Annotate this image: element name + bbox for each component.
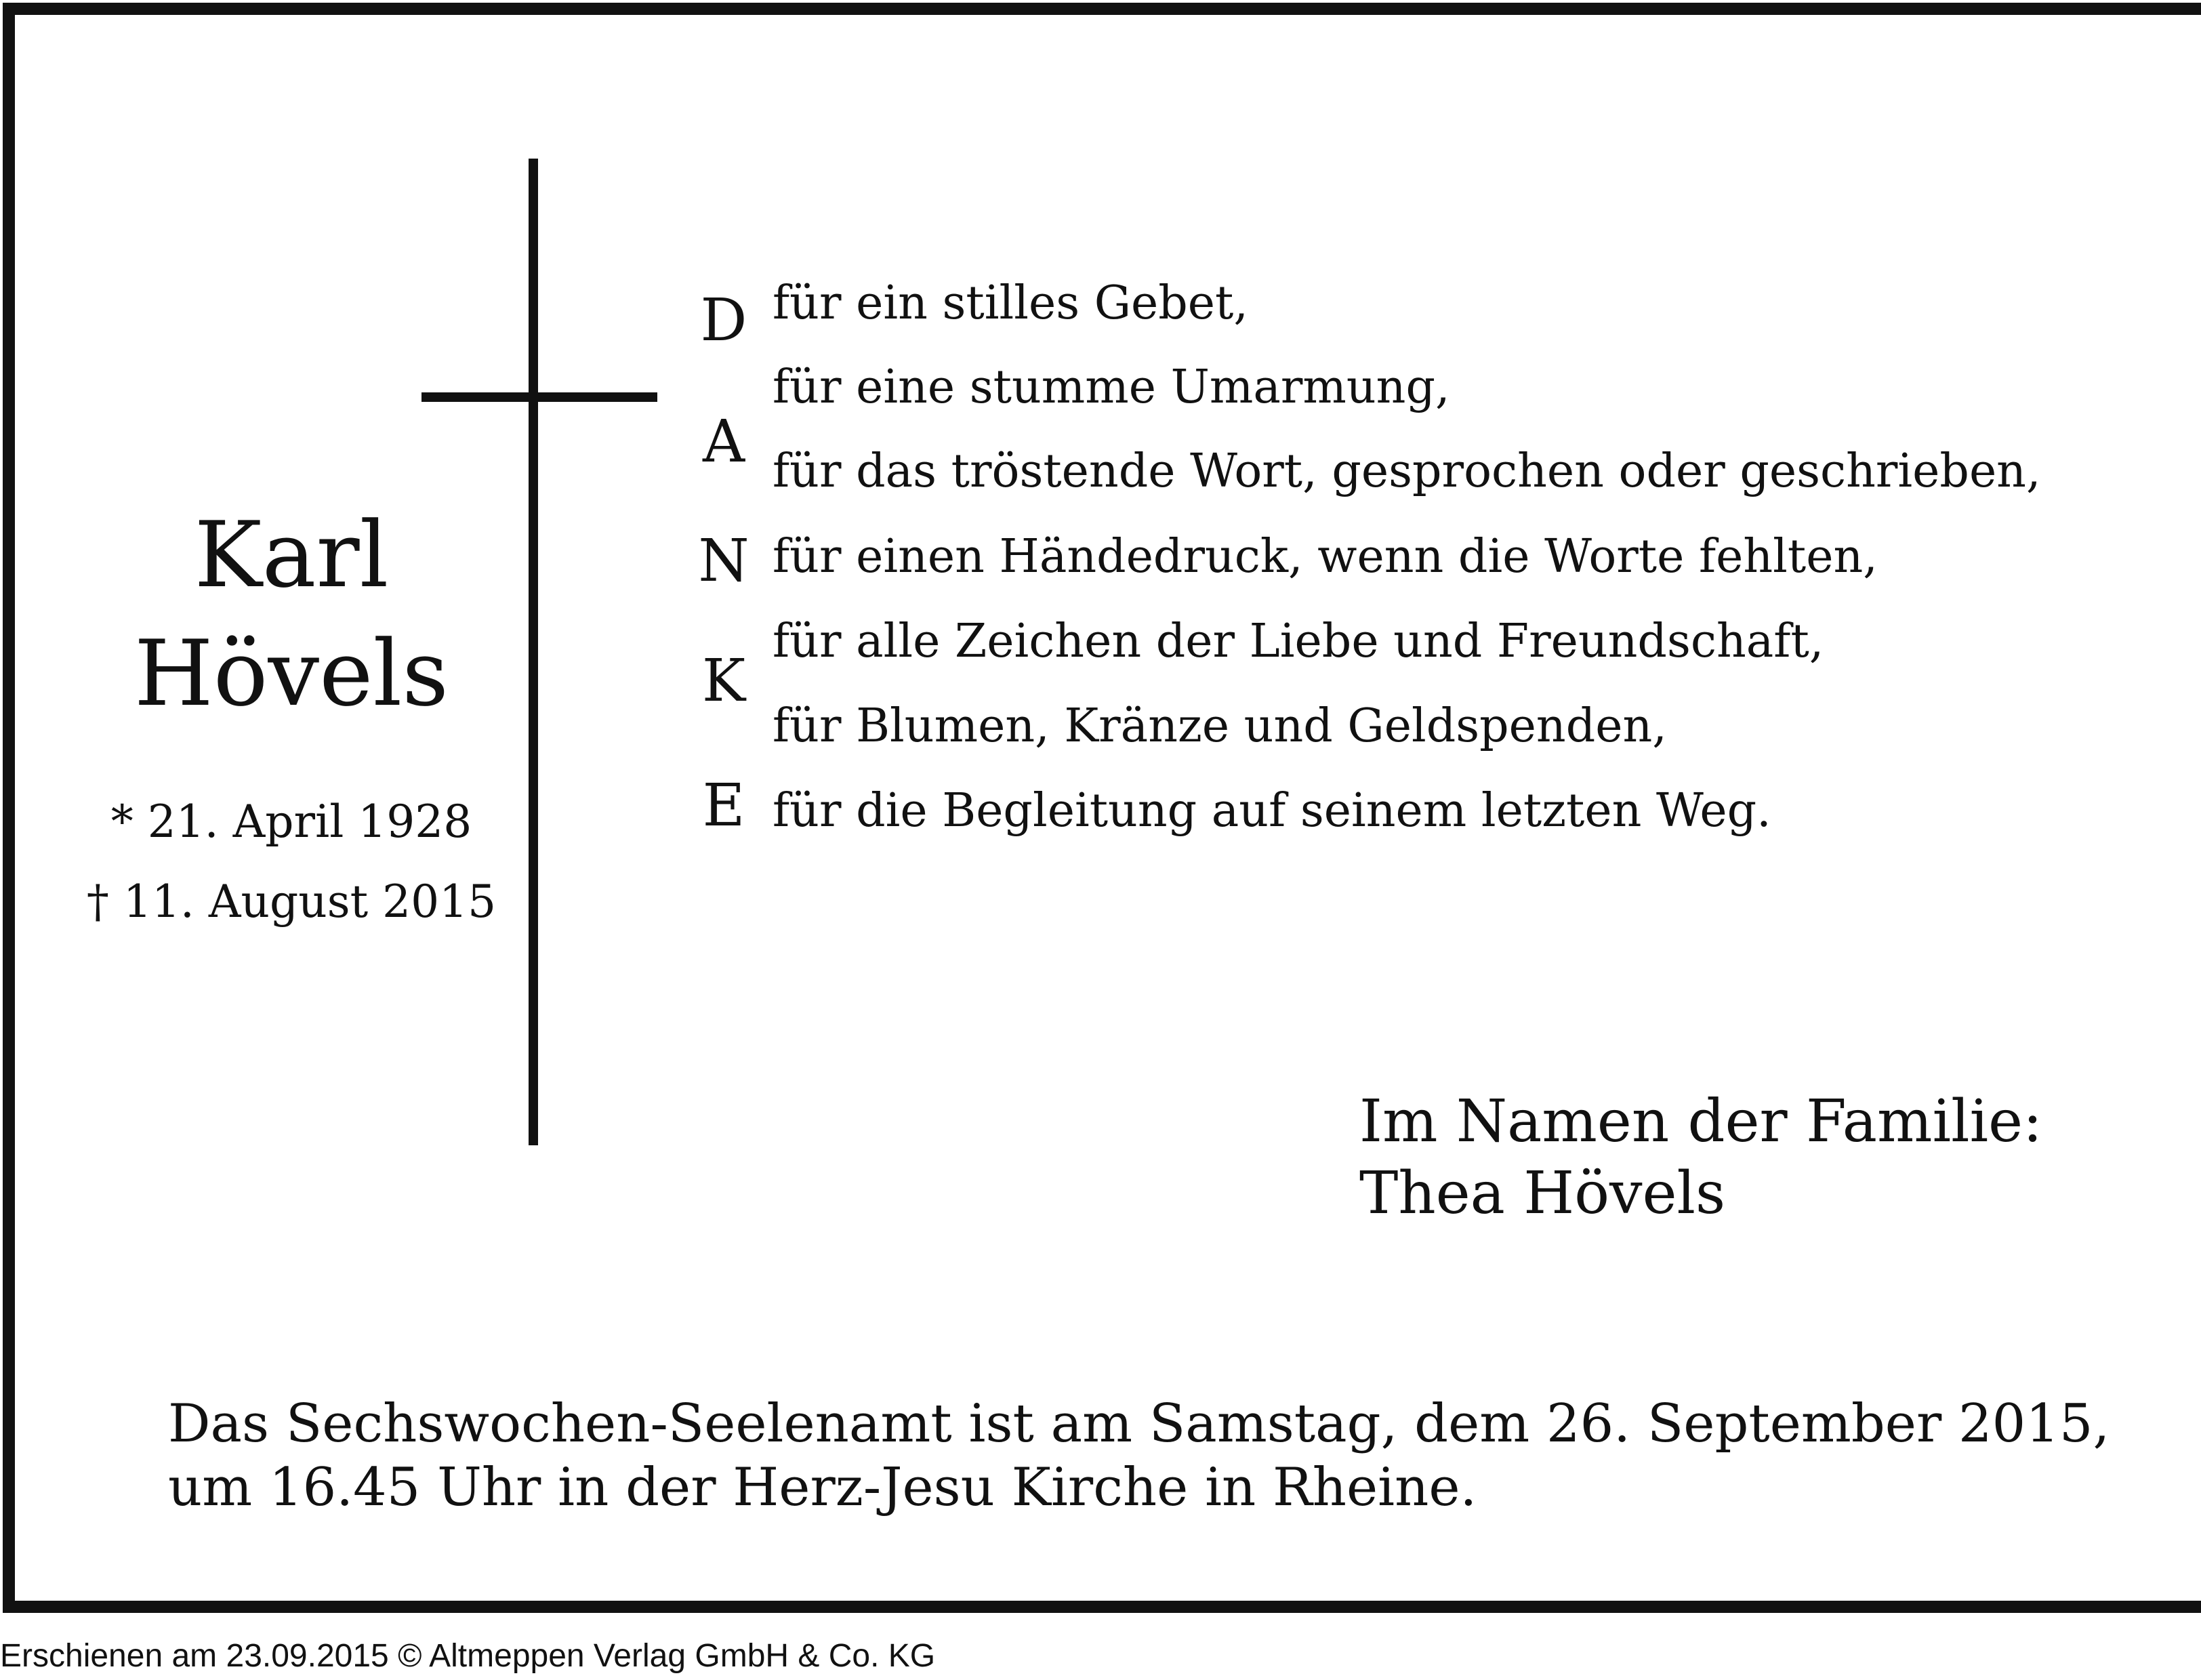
family-name: Thea Hövels [1359, 1160, 1726, 1227]
cross-horizontal-bar [421, 392, 657, 402]
death-date: † 11. August 2015 [86, 876, 497, 928]
service-notice-line-2: um 16.45 Uhr in der Herz-Jesu Kirche in Rheine. [168, 1457, 1477, 1518]
thanks-line-1: für ein stilles Gebet, [773, 276, 1248, 330]
service-notice-line-1: Das Sechswochen-Seelenamt ist am Samstag, dem 26. September 2015, [168, 1393, 2110, 1454]
danke-letter-d: D [700, 287, 747, 354]
thanks-line-6: für Blumen, Kränze und Geldspenden, [773, 699, 1667, 753]
deceased-last-name: Hövels [133, 621, 449, 726]
danke-letter-n: N [698, 527, 749, 595]
thanks-line-3: für das tröstende Wort, gesprochen oder geschrieben, [773, 445, 2041, 498]
publication-footer: Erschienen am 23.09.2015 © Altmeppen Verlag GmbH & Co. KG [0, 1638, 936, 1674]
thanks-line-5: für alle Zeichen der Liebe und Freundschaft, [773, 615, 1824, 668]
thanks-line-2: für eine stumme Umarmung, [773, 361, 1450, 414]
thanks-line-7: für die Begleitung auf seinem letzten Weg. [773, 784, 1771, 838]
deceased-first-name: Karl [194, 502, 389, 608]
danke-letter-a: A [702, 408, 745, 476]
birth-date: * 21. April 1928 [110, 796, 472, 848]
cross-vertical-bar [529, 159, 538, 1145]
thanks-line-4: für einen Händedruck, wenn die Worte fehlten, [773, 530, 1878, 583]
danke-letter-e: E [702, 772, 745, 840]
family-label: Im Namen der Familie: [1359, 1088, 2042, 1155]
danke-letter-k: K [701, 647, 746, 715]
